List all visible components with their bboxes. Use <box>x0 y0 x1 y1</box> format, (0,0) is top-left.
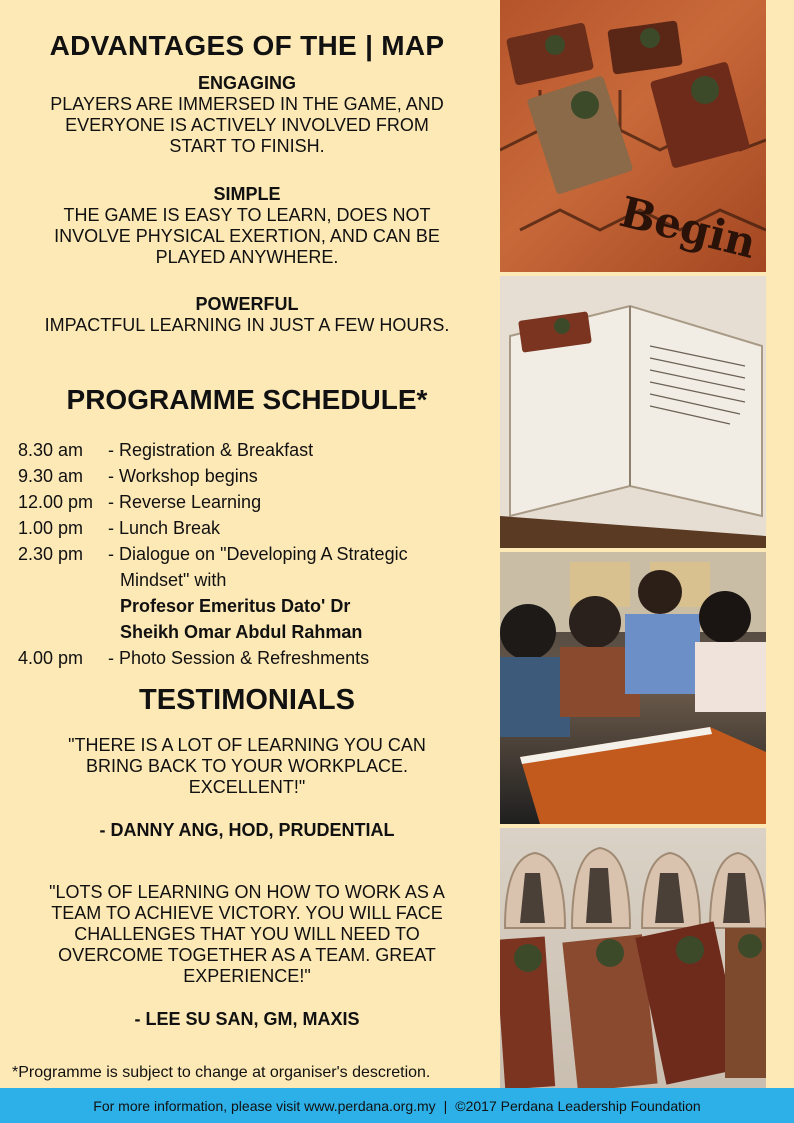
advantage-text: THE GAME IS EASY TO LEARN, DOES NOT INVOLVE PHYSICAL EXERTION, AND CAN BE PLAYED ANYWHERE. <box>54 205 440 267</box>
schedule-time: 2.30 pm <box>18 544 84 564</box>
game-board-illustration <box>500 0 766 272</box>
schedule-desc: - Dialogue on "Developing A Strategic <box>108 544 408 564</box>
schedule-time: 4.00 pm <box>18 648 84 668</box>
page-title: ADVANTAGES OF THE | MAP <box>49 30 445 61</box>
testimonial-quote: "LOTS OF LEARNING ON HOW TO WORK AS A TEAM TO ACHIEVE VICTORY. YOU WILL FACE CHALLENGES THAT YOU WILL NEED TO OVERCOME TOGETHER AS A TEAM. GREAT EXPERIENCE!" <box>49 882 445 986</box>
schedule-desc-continued: Mindset" with <box>120 570 227 590</box>
testimonials-title: TESTIMONIALS <box>139 684 355 716</box>
schedule-note: *Programme is subject to change at organiser's descretion. <box>12 1064 431 1081</box>
players-illustration <box>500 552 766 824</box>
advantage-text: PLAYERS ARE IMMERSED IN THE GAME, AND EVERYONE IS ACTIVELY INVOLVED FROM START TO FINISH. <box>50 94 444 156</box>
advantage-simple <box>0 184 494 268</box>
schedule-row <box>18 645 488 671</box>
schedule-desc: - Reverse Learning <box>108 492 262 512</box>
schedule-time: 8.30 am <box>18 440 84 460</box>
footer-bar <box>0 1088 794 1123</box>
schedule-row <box>18 541 488 645</box>
schedule-list <box>18 437 488 671</box>
testimonial-quote: "THERE IS A LOT OF LEARNING YOU CAN BRING BACK TO YOUR WORKPLACE. EXCELLENT!" <box>68 735 426 797</box>
testimonial-author: - LEE SU SAN, GM, MAXIS <box>134 1009 360 1029</box>
schedule-row <box>18 489 488 515</box>
advantage-text: IMPACTFUL LEARNING IN JUST A FEW HOURS. <box>44 315 450 335</box>
advantage-heading: ENGAGING <box>197 73 296 93</box>
photo-column <box>500 0 766 1088</box>
photo-game-board <box>500 0 766 272</box>
schedule-row <box>18 437 488 463</box>
schedule-row <box>18 463 488 489</box>
schedule-row <box>18 515 488 541</box>
schedule-time: 12.00 pm <box>18 492 94 512</box>
game-pieces-illustration <box>500 828 766 1088</box>
footer-info: For more information, please visit www.perdana.org.my <box>93 1097 436 1114</box>
speaker-name-line1: Profesor Emeritus Dato' Dr <box>120 596 351 616</box>
open-book-illustration <box>500 276 766 548</box>
photo-open-book <box>500 276 766 548</box>
speaker-name-line2: Sheikh Omar Abdul Rahman <box>120 622 363 642</box>
board-word: Begin <box>615 187 761 268</box>
schedule-desc: - Lunch Break <box>108 518 221 538</box>
advantage-engaging <box>0 73 494 157</box>
advantage-powerful <box>0 294 494 336</box>
schedule-desc-group <box>108 541 488 645</box>
schedule-title: PROGRAMME SCHEDULE* <box>66 384 428 415</box>
advantage-heading: POWERFUL <box>195 294 299 314</box>
footer-separator: | <box>443 1097 448 1114</box>
schedule-desc: - Photo Session & Refreshments <box>108 648 370 668</box>
testimonial-author: - DANNY ANG, HOD, PRUDENTIAL <box>99 820 395 840</box>
advantage-heading: SIMPLE <box>213 184 281 204</box>
schedule-desc: - Registration & Breakfast <box>108 440 314 460</box>
schedule-desc: - Workshop begins <box>108 466 258 486</box>
footer-copyright: ©2017 Perdana Leadership Foundation <box>455 1097 701 1114</box>
schedule-time: 9.30 am <box>18 466 84 486</box>
photo-players <box>500 552 766 824</box>
schedule-time: 1.00 pm <box>18 518 84 538</box>
photo-game-pieces <box>500 828 766 1088</box>
